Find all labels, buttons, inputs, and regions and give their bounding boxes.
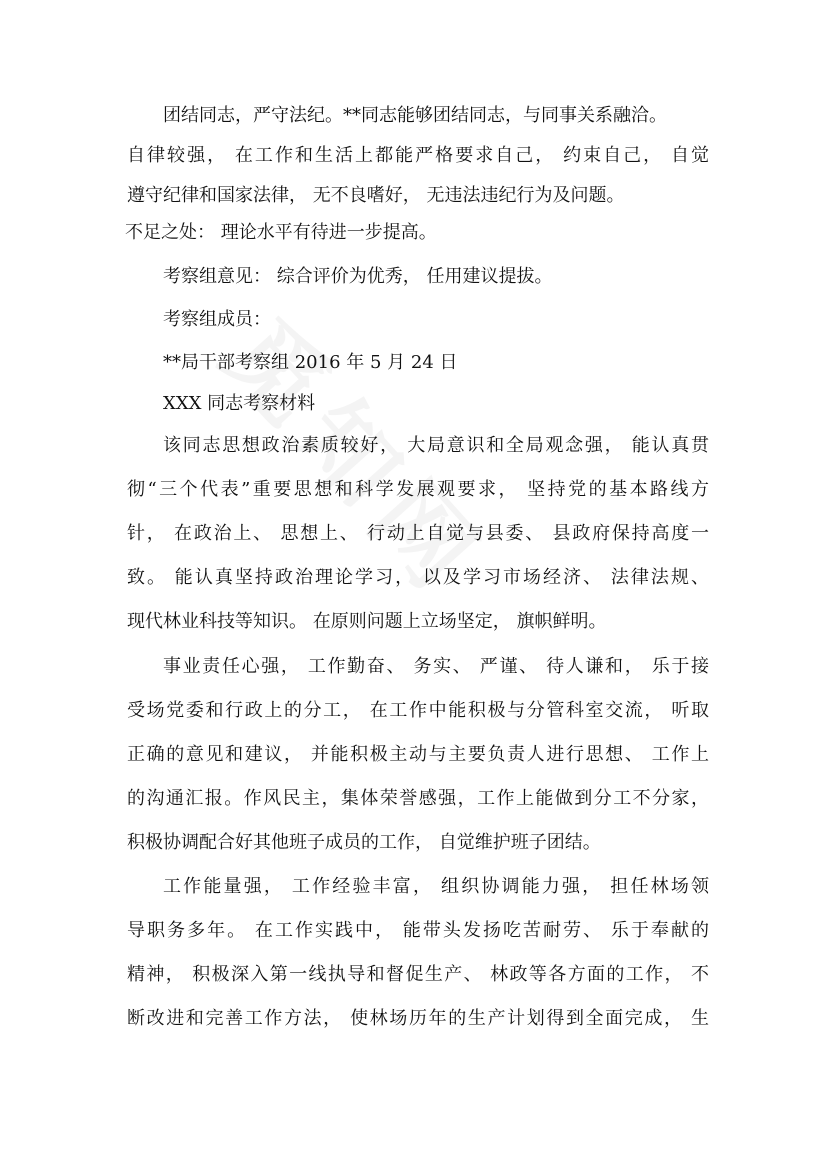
text-line: 精神， 积极深入第一线执导和督促生产、 林政等各方面的工作， 不	[127, 964, 709, 985]
text-line: 现代林业科技等知识。 在原则问题上立场坚定， 旗帜鲜明。	[127, 611, 607, 632]
text-line: 受场党委和行政上的分工， 在工作中能积极与分管科室交流， 听取	[127, 700, 709, 721]
text-line: 彻“三个代表”重要思想和科学发展观要求， 坚持党的基本路线方	[127, 479, 709, 500]
text-line: 考察组成员：	[163, 309, 271, 330]
text-line: 自律较强， 在工作和生活上都能严格要求自己， 约束自己， 自觉	[127, 145, 709, 166]
text-line: 事业责任心强， 工作勤奋、 务实、 严谨、 待人谦和， 乐于接	[163, 656, 709, 677]
text-line: 针， 在政治上、 思想上、 行动上自觉与县委、 县政府保持高度一	[127, 523, 709, 544]
text-line: 的沟通汇报。作风民主，集体荣誉感强，工作上能做到分工不分家，	[127, 788, 709, 809]
text-line: 该同志思想政治素质较好， 大局意识和全局观念强， 能认真贯	[163, 435, 709, 456]
text-line: 团结同志，严守法纪。**同志能够团结同志，与同事关系融洽。	[163, 105, 667, 126]
text-line: 致。 能认真坚持政治理论学习， 以及学习市场经济、 法律法规、	[127, 567, 709, 588]
text-line: 导职务多年。 在工作实践中， 能带头发扬吃苦耐劳、 乐于奉献的	[127, 920, 709, 941]
text-line: **局干部考察组 2016 年 5 月 24 日	[163, 352, 458, 373]
text-line: 断改进和完善工作方法， 使林场历年的生产计划得到全面完成， 生	[127, 1008, 709, 1029]
text-line: 工作能量强， 工作经验丰富， 组织协调能力强， 担任林场领	[163, 876, 709, 897]
text-line: 积极协调配合好其他班子成员的工作， 自觉维护班子团结。	[127, 832, 601, 853]
text-line: 正确的意见和建议， 并能积极主动与主要负责人进行思想、 工作上	[127, 744, 709, 765]
text-line: 遵守纪律和国家法律， 无不良嗜好， 无违法违纪行为及问题。	[127, 185, 625, 206]
text-line: 考察组意见： 综合评价为优秀， 任用建议提拔。	[163, 266, 553, 287]
text-line: 不足之处： 理论水平有待进一步提高。	[125, 222, 437, 243]
text-line: XXX 同志考察材料	[163, 393, 316, 414]
